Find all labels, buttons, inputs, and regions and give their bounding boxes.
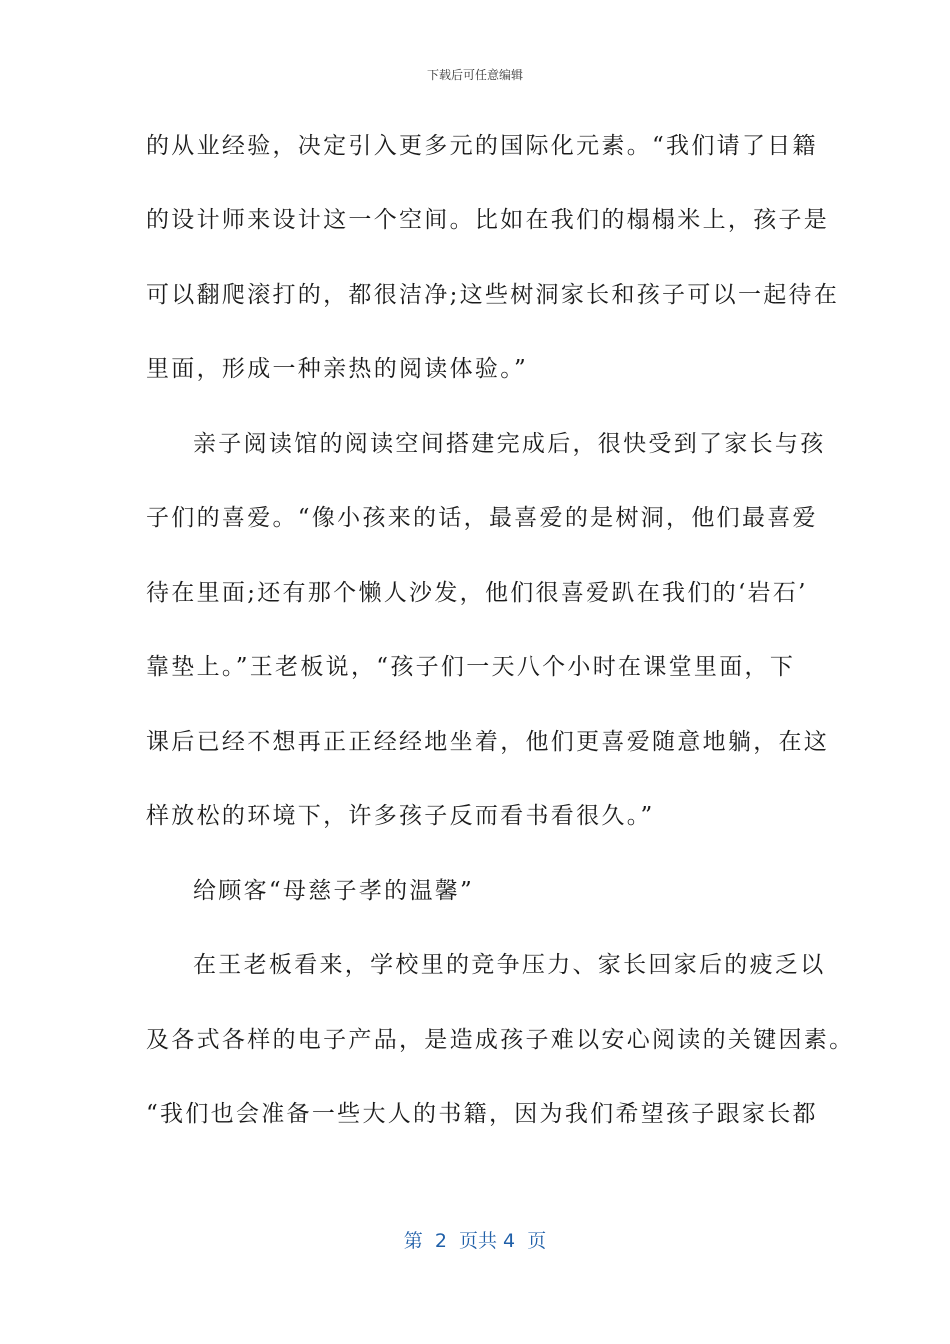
text-line: 可以翻爬滚打的，都很洁净;这些树洞家长和孩子可以一起待在 <box>146 282 840 308</box>
text-line: 子们的喜爱。“像小孩来的话，最喜爱的是树洞，他们最喜爱 <box>146 505 818 531</box>
page-header-note: 下载后可任意编辑 <box>426 68 523 82</box>
page-number-footer: 第 2 页共 4 页 <box>403 1230 547 1252</box>
text-line: 亲子阅读馆的阅读空间搭建完成后，很快受到了家长与孩 <box>193 431 826 457</box>
section-heading: 给顾客“母慈子孝的温馨” <box>193 878 475 904</box>
text-line: 的从业经验，决定引入更多元的国际化元素。“我们请了日籍 <box>146 133 818 159</box>
text-line: 样放松的环境下，许多孩子反而看书看很久。” <box>146 803 655 829</box>
text-line: 的设计师来设计这一个空间。比如在我们的榻榻米上，孩子是 <box>146 207 830 233</box>
text-line: 靠垫上。”王老板说，“孩子们一天八个小时在课堂里面，下 <box>146 654 796 680</box>
text-line: 及各式各样的电子产品，是造成孩子难以安心阅读的关键因素。 <box>146 1027 855 1053</box>
text-line: 里面，形成一种亲热的阅读体验。” <box>146 356 529 382</box>
text-line: 课后已经不想再正正经经地坐着，他们更喜爱随意地躺，在这 <box>146 729 830 755</box>
text-line: “我们也会准备一些大人的书籍，因为我们希望孩子跟家长都 <box>146 1101 818 1127</box>
text-line: 待在里面;还有那个懒人沙发，他们很喜爱趴在我们的‘岩石’ <box>146 580 808 606</box>
text-line: 在王老板看来，学校里的竞争压力、家长回家后的疲乏以 <box>193 952 826 978</box>
